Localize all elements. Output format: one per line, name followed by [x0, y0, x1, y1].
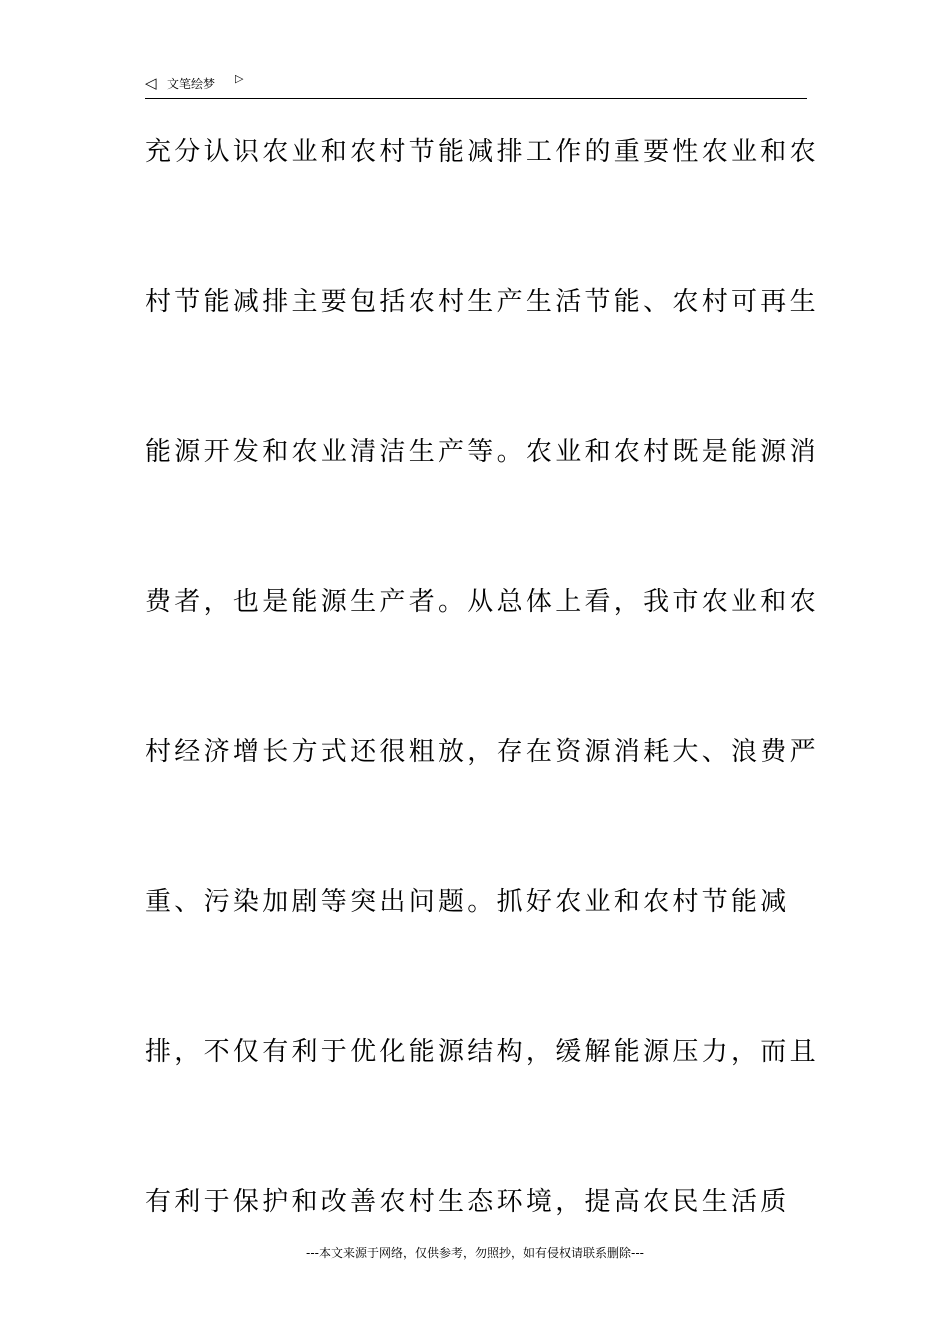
text-line: 费者，也是能源生产者。从总体上看，我市农业和农	[145, 587, 819, 617]
text-line: 有利于保护和改善农村生态环境，提高农民生活质	[145, 1187, 790, 1217]
page-header	[145, 72, 807, 99]
header-title: 文笔绘梦	[167, 77, 216, 91]
text-line: 充分认识农业和农村节能减排工作的重要性农业和农	[145, 137, 819, 167]
text-line: 能源开发和农业清洁生产等。农业和农村既是能源消	[145, 437, 819, 467]
text-line: 重、污染加剧等突出问题。抓好农业和农村节能减	[145, 887, 790, 917]
right-triangle-icon: ▷	[235, 72, 244, 85]
page-footer: ---本文来源于网络，仅供参考，勿照抄，如有侵权请联系删除---	[306, 1246, 644, 1260]
text-line: 排，不仅有利于优化能源结构，缓解能源压力，而且	[145, 1037, 819, 1067]
text-line: 村节能减排主要包括农村生产生活节能、农村可再生	[145, 287, 819, 317]
left-triangle-icon: ◁	[145, 74, 157, 92]
text-line: 村经济增长方式还很粗放，存在资源消耗大、浪费严	[145, 737, 819, 767]
